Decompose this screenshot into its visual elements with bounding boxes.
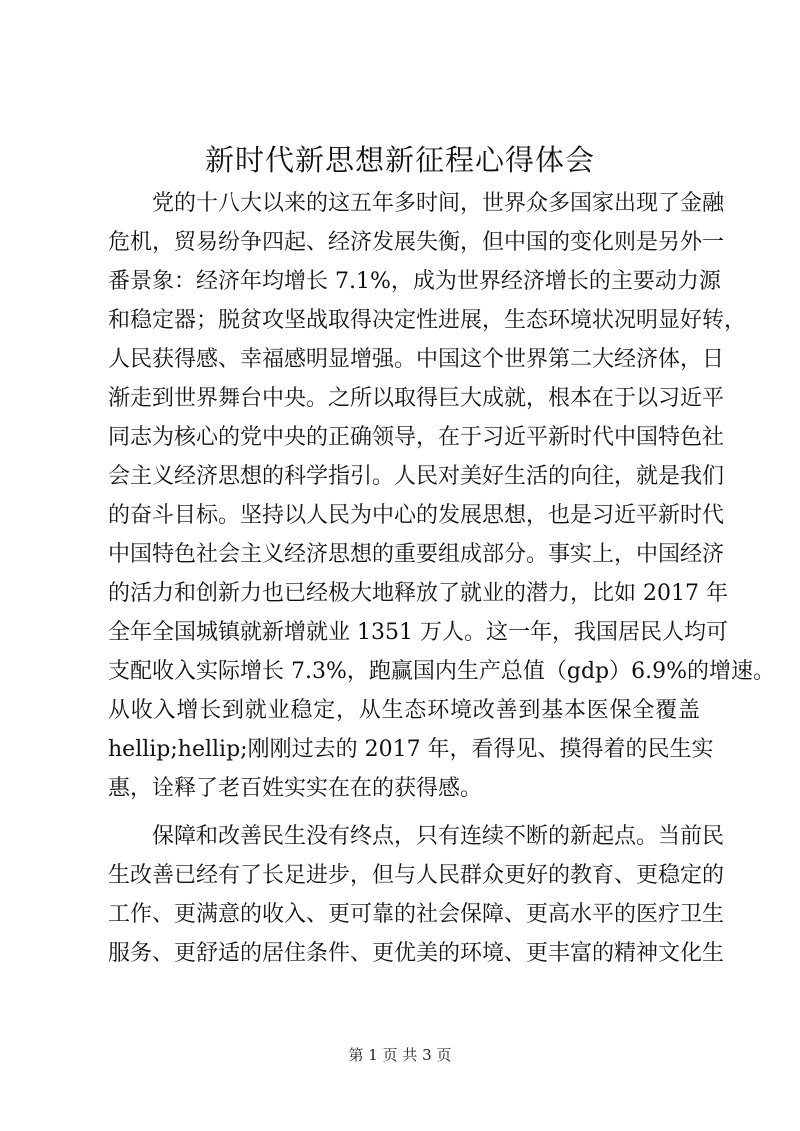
text-line: 番景象：经济年均增长 7.1%，成为世界经济增长的主要动力源 [108, 269, 721, 294]
text-line: 的奋斗目标。坚持以人民为中心的发展思想，也是习近平新时代 [108, 503, 725, 528]
text-line: 人民获得感、幸福感明显增强。中国这个世界第二大经济体，日 [108, 347, 725, 372]
text-line: 会主义经济思想的科学指引。人民对美好生活的向往，就是我们 [108, 464, 725, 489]
text-line: 和稳定器；脱贫攻坚战取得决定性进展，生态环境状况明显好转， [108, 308, 747, 333]
text-line: 支配收入实际增长 7.3%，跑赢国内生产总值（gdp）6.9%的增速。 [108, 659, 776, 684]
text-line: 服务、更舒适的居住条件、更优美的环境、更丰富的精神文化生 [108, 941, 725, 966]
document-body [108, 184, 776, 973]
text-line: 保障和改善民生没有终点，只有连续不断的新起点。当前民 [152, 824, 725, 849]
text-line: 惠，诠释了老百姓实实在在的获得感。 [108, 776, 483, 801]
text-line: 危机，贸易纷争四起、经济发展失衡，但中国的变化则是另外一 [108, 230, 725, 255]
text-line: 工作、更满意的收入、更可靠的社会保障、更高水平的医疗卫生 [108, 902, 725, 927]
text-line: 同志为核心的党中央的正确领导，在于习近平新时代中国特色社 [108, 425, 725, 450]
document-title: 新时代新思想新征程心得体会 [204, 143, 595, 177]
text-line: 全年全国城镇就新增就业 1351 万人。这一年，我国居民人均可 [108, 620, 728, 645]
text-line: 从收入增长到就业稳定，从生态环境改善到基本医保全覆盖 [108, 698, 700, 723]
paragraph-2 [108, 817, 725, 973]
text-line: 的活力和创新力也已经极大地释放了就业的潜力，比如 2017 年 [108, 581, 728, 606]
page-footer: 第 1 页 共 3 页 [348, 1046, 452, 1064]
text-line: 渐走到世界舞台中央。之所以取得巨大成就，根本在于以习近平 [108, 386, 725, 411]
text-line: 中国特色社会主义经济思想的重要组成部分。事实上，中国经济 [108, 542, 725, 567]
text-line: hellip;hellip;刚刚过去的 2017 年，看得见、摸得着的民生实 [108, 737, 714, 762]
text-line: 生改善已经有了长足进步，但与人民群众更好的教育、更稳定的 [108, 863, 725, 888]
paragraph-1 [108, 184, 776, 808]
text-line: 党的十八大以来的这五年多时间，世界众多国家出现了金融 [152, 191, 725, 216]
